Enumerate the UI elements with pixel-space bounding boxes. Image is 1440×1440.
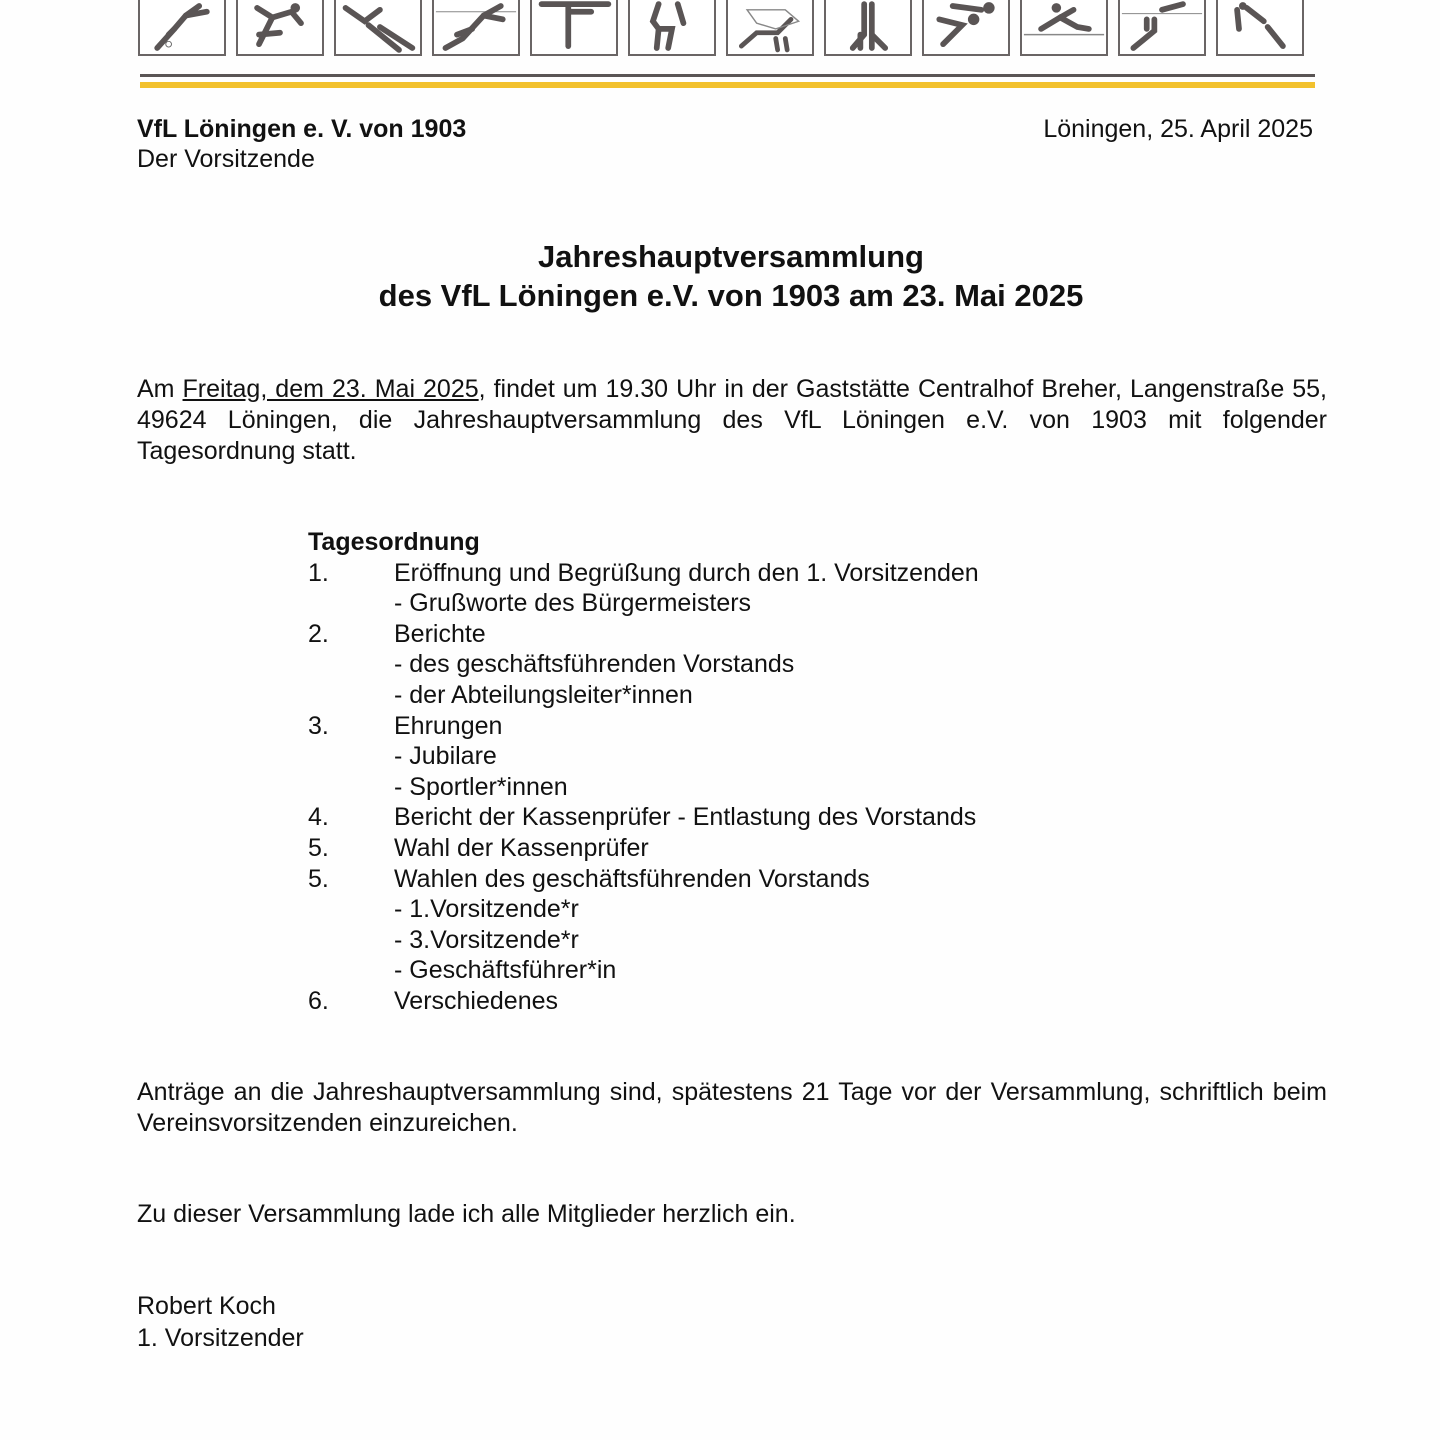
agenda-item-text: - 3.Vorsitzende*r	[394, 925, 579, 954]
agenda-item-number	[308, 925, 394, 956]
signature-title: 1. Vorsitzender	[137, 1324, 304, 1352]
header-rule-dark	[140, 74, 1315, 77]
agenda-item	[308, 588, 979, 619]
agenda-item	[308, 772, 979, 803]
title-line-1: Jahreshauptversammlung	[538, 239, 924, 274]
header-rule-yellow	[140, 82, 1315, 88]
meeting-date: Freitag, dem 23. Mai 2025	[182, 375, 479, 403]
agenda-item-text: - der Abteilungsleiter*innen	[394, 680, 693, 709]
dateline: Löningen, 25. April 2025	[1043, 115, 1313, 143]
agenda-item-number	[308, 649, 394, 680]
agenda-item-text: - Jubilare	[394, 742, 497, 771]
running-icon	[1118, 0, 1206, 56]
agenda-item-text: Wahlen des geschäftsführenden Vorstands	[394, 864, 870, 893]
agenda-item-text: Verschiedenes	[394, 986, 559, 1015]
handball-icon	[236, 0, 324, 56]
sender-block	[137, 114, 466, 174]
agenda-item-text: - des geschäftsführenden Vorstands	[394, 650, 795, 679]
agenda-item-text: - Geschäftsführer*in	[394, 956, 617, 985]
agenda-item	[308, 680, 979, 711]
agenda-item	[308, 558, 979, 589]
agenda-item-text: - 1.Vorsitzende*r	[394, 895, 579, 924]
agenda-item	[308, 802, 979, 833]
agenda-item-number: 6.	[308, 986, 329, 1015]
agenda-item	[308, 649, 979, 680]
agenda-item-text: Wahl der Kassenprüfer	[394, 833, 649, 862]
signature-name: Robert Koch	[137, 1292, 276, 1320]
hurdles-icon	[432, 0, 520, 56]
agenda-list	[308, 558, 979, 1017]
signature-block	[137, 1290, 304, 1354]
agenda-item	[308, 986, 979, 1017]
title-line-2: des VfL Löningen e.V. von 1903 am 23. Mai 2025	[378, 278, 1084, 313]
agenda-item-number	[308, 741, 394, 772]
volleyball-icon	[334, 0, 422, 56]
basketball-icon	[922, 0, 1010, 56]
sender-organization: VfL Löningen e. V. von 1903	[137, 115, 467, 143]
agenda-item-text: Berichte	[394, 619, 486, 648]
badminton-icon	[1216, 0, 1304, 56]
sport-pictogram-banner	[138, 0, 1316, 58]
athletics-icon	[628, 0, 716, 56]
agenda-item-number	[308, 772, 394, 803]
agenda-item-number: 5.	[308, 833, 329, 862]
agenda-item-number: 5.	[308, 864, 329, 893]
agenda-item	[308, 955, 979, 986]
agenda-item-number: 3.	[308, 711, 329, 740]
dance-icon	[824, 0, 912, 56]
agenda-item-text: Ehrungen	[394, 711, 503, 740]
agenda-item	[308, 741, 979, 772]
table-tennis-icon	[1020, 0, 1108, 56]
agenda-item-number	[308, 955, 394, 986]
agenda-item-number	[308, 680, 394, 711]
agenda-item	[308, 925, 979, 956]
agenda-heading: Tagesordnung	[308, 528, 480, 556]
gymnastics-icon	[530, 0, 618, 56]
invitation-paragraph: Zu dieser Versammlung lade ich alle Mitglieder herzlich ein.	[137, 1200, 796, 1228]
agenda-item	[308, 894, 979, 925]
motions-paragraph: Anträge an die Jahreshauptversammlung sind, spätestens 21 Tage vor der Versammlung, schriftlich beim Vereinsvorsitzenden einzureichen.	[137, 1078, 1327, 1137]
agenda-item-text: - Sportler*innen	[394, 772, 568, 801]
document-title	[0, 237, 1440, 315]
agenda-item	[308, 619, 979, 650]
intro-paragraph	[137, 374, 1327, 467]
judo-icon	[726, 0, 814, 56]
football-icon	[138, 0, 226, 56]
agenda-item	[308, 711, 979, 742]
agenda-item	[308, 864, 979, 895]
sender-role: Der Vorsitzende	[137, 145, 315, 173]
agenda-item-number	[308, 588, 394, 619]
agenda-item-text: Eröffnung und Begrüßung durch den 1. Vorsitzenden	[394, 558, 979, 587]
agenda-item-number: 2.	[308, 619, 329, 648]
agenda-item-text: Bericht der Kassenprüfer - Entlastung des Vorstands	[394, 803, 977, 832]
agenda	[308, 527, 979, 1017]
agenda-item	[308, 833, 979, 864]
agenda-item-number: 1.	[308, 558, 329, 587]
intro-rest: , findet um 19.30 Uhr in der Gaststätte Centralhof Breher, Langenstraße 55, 49624 Löningen, die Jahreshauptversammlung des VfL Löningen e.V. von 1903 mit folgender Tagesordnung statt.	[137, 375, 1327, 465]
agenda-item-number: 4.	[308, 803, 329, 832]
agenda-item-text: - Grußworte des Bürgermeisters	[394, 589, 752, 618]
intro-prefix: Am	[137, 375, 183, 403]
agenda-item-number	[308, 894, 394, 925]
